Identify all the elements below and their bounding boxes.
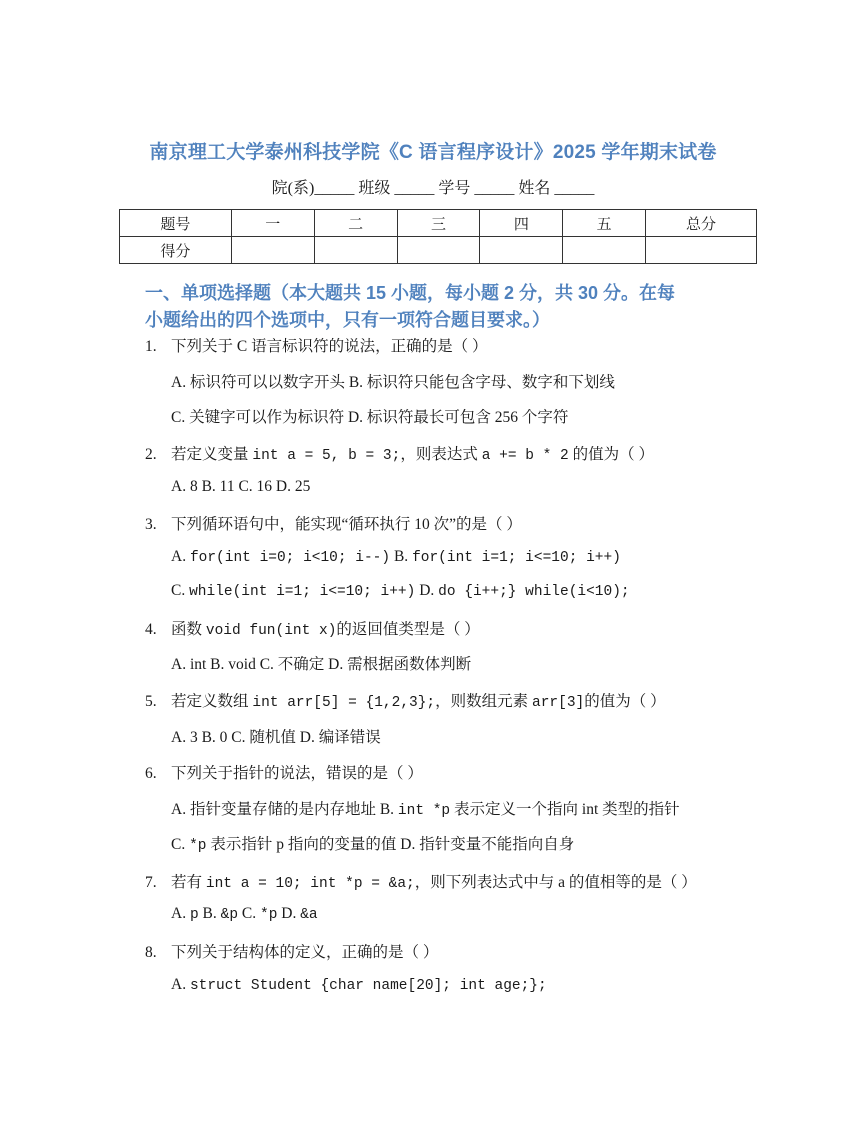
code-snippet: p <box>189 907 199 923</box>
score-cell <box>397 237 480 264</box>
code-snippet: *p <box>189 838 207 854</box>
option-label: A. <box>171 548 190 565</box>
question-stem: 下列关于 C 语言标识符的说法，正确的是（ ） <box>171 338 488 355</box>
question-8 <box>145 940 438 962</box>
question-1 <box>145 334 487 356</box>
code-snippet: *p <box>260 907 278 923</box>
question-1-options-line2: C. 关键字可以作为标识符 D. 标识符最长可包含 256 个字符 <box>171 409 569 426</box>
option-label: D. <box>415 582 439 599</box>
option-text: 表示指针 p 指向的变量的值 D. 指针变量不能指向自身 <box>206 836 575 853</box>
question-2-options: A. 8 B. 11 C. 16 D. 25 <box>171 478 311 495</box>
question-3-options-line1 <box>171 548 621 566</box>
score-cell <box>231 237 314 264</box>
question-stem: 下列关于指针的说法，错误的是（ ） <box>171 765 423 782</box>
code-snippet: while(int i=1; i<=10; i++) <box>189 584 416 600</box>
option-label: C. <box>238 905 260 922</box>
question-number: 8. <box>145 944 157 961</box>
option-text: A. 指针变量存储的是内存地址 B. <box>171 801 398 818</box>
student-info-line: 院(系)_____ 班级 _____ 学号 _____ 姓名 _____ <box>271 180 595 197</box>
option-label: B. <box>198 905 221 922</box>
question-5 <box>145 689 666 711</box>
code-snippet: int arr[5] = {1,2,3}; <box>252 695 436 711</box>
code-snippet: &p <box>220 907 239 923</box>
option-label: C. <box>171 836 190 853</box>
exam-title: 南京理工大学泰州科技学院《C 语言程序设计》2025 学年期末试卷 <box>149 142 717 163</box>
question-number: 7. <box>145 874 157 891</box>
question-1-options-line1: A. 标识符可以以数字开头 B. 标识符只能包含字母、数字和下划线 <box>171 374 615 391</box>
option-label: A. <box>171 976 190 993</box>
table-cell: 一 <box>231 210 314 237</box>
table-cell: 总分 <box>646 210 757 237</box>
section-heading <box>145 280 745 334</box>
code-snippet: struct Student {char name[20]; int age;}; <box>189 978 547 994</box>
question-4 <box>145 617 480 639</box>
question-6 <box>145 761 423 783</box>
section-heading-line2: 小题给出的四个选项中，只有一项符合题目要求。） <box>145 310 550 330</box>
score-table <box>119 209 757 264</box>
code-snippet: do {i++;} while(i<10); <box>438 584 630 600</box>
question-stem-text: 若有 <box>171 874 206 891</box>
table-cell: 五 <box>563 210 646 237</box>
question-2 <box>145 442 654 464</box>
code-snippet: int *p <box>397 803 451 819</box>
question-7-options <box>171 905 318 923</box>
score-table-header-row <box>120 210 757 237</box>
question-7 <box>145 870 697 892</box>
question-stem-text: 的返回值类型是（ ） <box>336 621 480 638</box>
option-text: 表示定义一个指向 int 类型的指针 <box>450 801 680 818</box>
option-label: C. <box>171 582 190 599</box>
question-stem-text: 若定义变量 <box>171 446 253 463</box>
question-3-options-line2 <box>171 582 630 600</box>
question-stem-text: 的值为（ ） <box>568 446 654 463</box>
question-stem-text: 若定义数组 <box>171 693 253 710</box>
table-cell: 二 <box>314 210 397 237</box>
score-cell <box>563 237 646 264</box>
question-6-options-line1 <box>171 797 680 819</box>
code-snippet: arr[3] <box>532 695 585 711</box>
table-cell: 得分 <box>120 237 232 264</box>
question-5-options: A. 3 B. 0 C. 随机值 D. 编译错误 <box>171 729 381 746</box>
question-number: 5. <box>145 693 157 710</box>
section-heading-line1: 一、单项选择题（本大题共 15 小题，每小题 2 分，共 30 分。在每 <box>145 283 676 303</box>
code-snippet: int a = 10; int *p = &a; <box>205 876 415 892</box>
code-snippet: &a <box>300 907 318 923</box>
question-stem-text: ，则下列表达式中与 a 的值相等的是（ ） <box>414 874 697 891</box>
question-number: 4. <box>145 621 157 638</box>
question-stem-text: ，则表达式 <box>400 446 482 463</box>
question-number: 2. <box>145 446 157 463</box>
score-table-score-row <box>120 237 757 264</box>
question-4-options: A. int B. void C. 不确定 D. 需根据函数体判断 <box>171 656 472 673</box>
code-snippet: int a = 5, b = 3; <box>252 448 401 464</box>
question-stem-text: ，则数组元素 <box>435 693 533 710</box>
table-cell: 三 <box>397 210 480 237</box>
question-6-options-line2 <box>171 832 574 854</box>
score-cell <box>480 237 563 264</box>
option-label: D. <box>277 905 301 922</box>
question-number: 1. <box>145 338 157 355</box>
code-snippet: a += b * 2 <box>481 448 569 464</box>
score-cell <box>646 237 757 264</box>
question-8-options <box>171 976 547 994</box>
code-snippet: void fun(int x) <box>205 623 337 639</box>
question-number: 6. <box>145 765 157 782</box>
option-label: B. <box>390 548 413 565</box>
question-stem: 下列循环语句中，能实现“循环执行 10 次”的是（ ） <box>171 516 522 533</box>
question-3 <box>145 512 522 534</box>
question-stem-text: 的值为（ ） <box>584 693 666 710</box>
table-cell: 四 <box>480 210 563 237</box>
question-number: 3. <box>145 516 157 533</box>
table-cell: 题号 <box>120 210 232 237</box>
question-stem: 下列关于结构体的定义，正确的是（ ） <box>171 944 439 961</box>
code-snippet: for(int i=0; i<10; i--) <box>189 550 391 566</box>
code-snippet: for(int i=1; i<=10; i++) <box>412 550 621 566</box>
question-stem-text: 函数 <box>171 621 206 638</box>
option-label: A. <box>171 905 190 922</box>
score-cell <box>314 237 397 264</box>
